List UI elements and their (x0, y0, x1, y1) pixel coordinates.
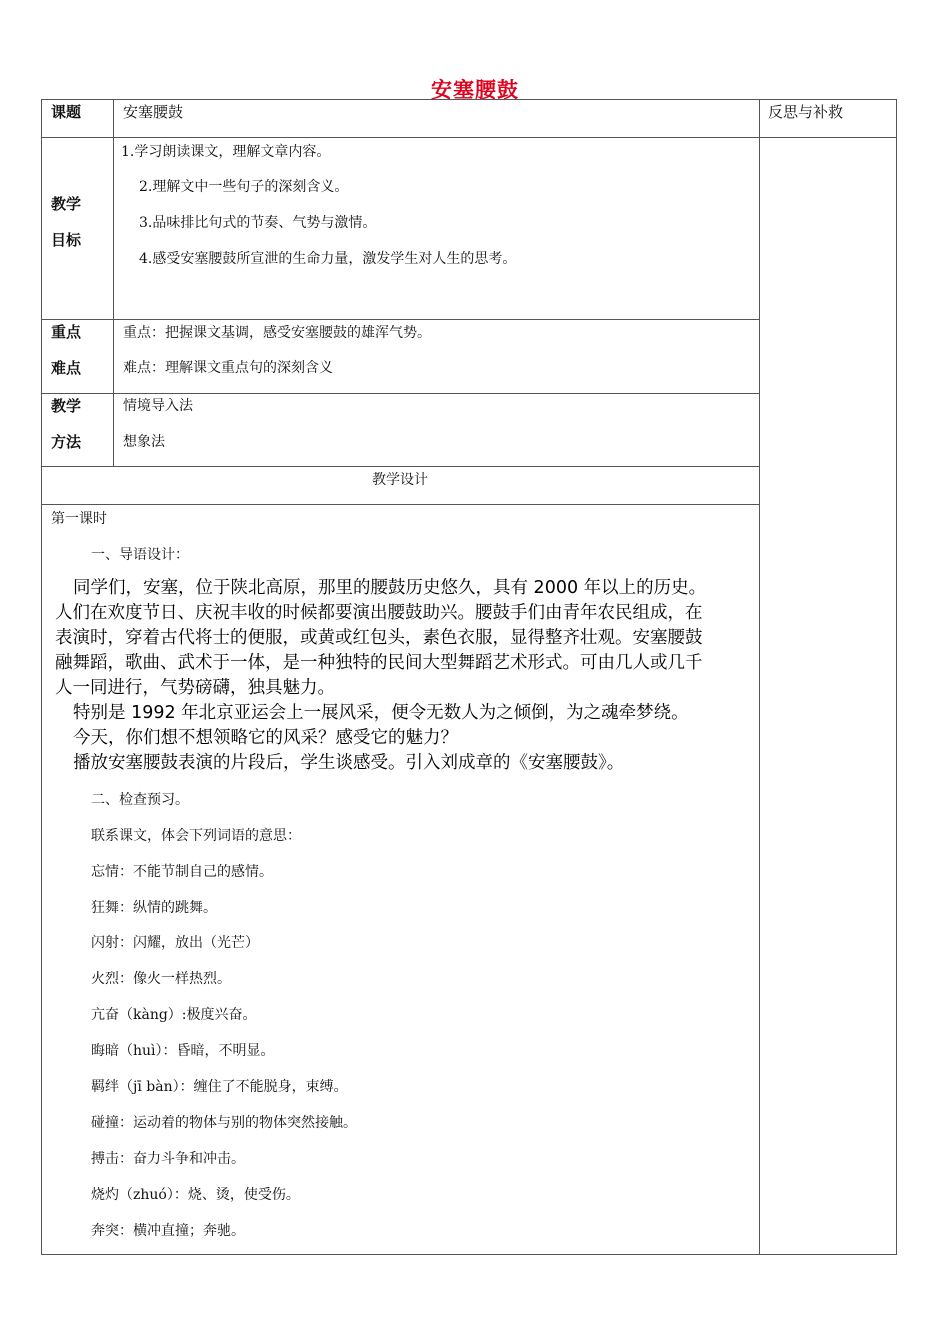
page-title: 安塞腰鼓 (431, 78, 519, 102)
objective-item: 1.学习朗读课文，理解文章内容。 (121, 144, 331, 160)
vocab-item: 亢奋（kàng）:极度兴奋。 (91, 1007, 257, 1023)
vocab-item: 烧灼（zhuó）：烧、烫，使受伤。 (91, 1187, 300, 1203)
objective-item: 4.感受安塞腰鼓所宣泄的生命力量，激发学生对人生的思考。 (139, 251, 517, 267)
column-divider-reflection (759, 99, 760, 1255)
topic-label: 课题 (51, 103, 82, 121)
section-title-preview: 二、检查预习。 (91, 792, 189, 808)
vocab-item: 忘情：不能节制自己的感情。 (91, 864, 273, 880)
method-item: 情境导入法 (123, 398, 193, 414)
row-divider-design (41, 504, 759, 505)
intro-line: 播放安塞腰鼓表演的片段后，学生谈感受。引入刘成章的《安塞腰鼓》。 (73, 753, 625, 773)
intro-line: 同学们，安塞，位于陕北高原，那里的腰鼓历史悠久，具有 2000 年以上的历史。 (73, 578, 707, 598)
difficult-point-text: 难点：理解课文重点句的深刻含义 (123, 360, 333, 376)
topic-value: 安塞腰鼓 (123, 103, 184, 121)
method-item: 想象法 (123, 434, 165, 450)
vocab-item: 奔突：横冲直撞；奔驰。 (91, 1223, 245, 1239)
intro-line: 人一同进行，气势磅礴，独具魅力。 (55, 678, 335, 698)
intro-line: 融舞蹈，歌曲、武术于一体，是一种独特的民间大型舞蹈艺术形式。可由几人或几千 (55, 653, 703, 673)
vocab-item: 闪射：闪耀，放出（光芒） (91, 935, 259, 951)
reflection-label: 反思与补救 (768, 103, 844, 121)
objective-item: 3.品味排比句式的节奏、气势与激情。 (139, 215, 377, 231)
design-heading: 教学设计 (372, 472, 428, 488)
row-divider-objectives (41, 319, 759, 320)
column-divider-label (113, 99, 114, 466)
objective-item: 2.理解文中一些句子的深刻含义。 (139, 179, 349, 195)
row-divider-header (41, 137, 897, 138)
vocab-item: 碰撞：运动着的物体与别的物体突然接触。 (91, 1115, 357, 1131)
vocab-intro: 联系课文，体会下列词语的意思： (91, 828, 301, 844)
keypoints-label-line1: 重点 (51, 323, 82, 341)
vocab-item: 羁绊（jī bàn）：缠住了不能脱身，束缚。 (91, 1079, 348, 1095)
keypoints-label-line2: 难点 (51, 359, 82, 377)
lesson-period: 第一课时 (51, 511, 107, 527)
key-point-text: 重点：把握课文基调，感受安塞腰鼓的雄浑气势。 (123, 325, 431, 341)
row-divider-methods (41, 466, 759, 467)
intro-line: 今天，你们想不想领略它的风采？感受它的魅力？ (73, 728, 458, 748)
vocab-item: 搏击：奋力斗争和冲击。 (91, 1151, 245, 1167)
vocab-item: 狂舞：纵情的跳舞。 (91, 900, 217, 916)
section-title-intro: 一、导语设计： (91, 547, 189, 563)
intro-line: 人们在欢度节日、庆祝丰收的时候都要演出腰鼓助兴。腰鼓手们由青年农民组成，在 (55, 603, 703, 623)
objectives-label-line2: 目标 (51, 231, 82, 249)
row-divider-keypoints (41, 393, 759, 394)
vocab-item: 火烈：像火一样热烈。 (91, 971, 231, 987)
methods-label-line1: 教学 (51, 397, 82, 415)
intro-line: 特别是 1992 年北京亚运会上一展风采，便令无数人为之倾倒，为之魂牵梦绕。 (73, 703, 689, 723)
intro-line: 表演时，穿着古代将士的便服，或黄或红包头，素色衣服，显得整齐壮观。安塞腰鼓 (55, 628, 703, 648)
objectives-label-line1: 教学 (51, 195, 82, 213)
vocab-item: 晦暗（huì）：昏暗，不明显。 (91, 1043, 275, 1059)
methods-label-line2: 方法 (51, 433, 82, 451)
